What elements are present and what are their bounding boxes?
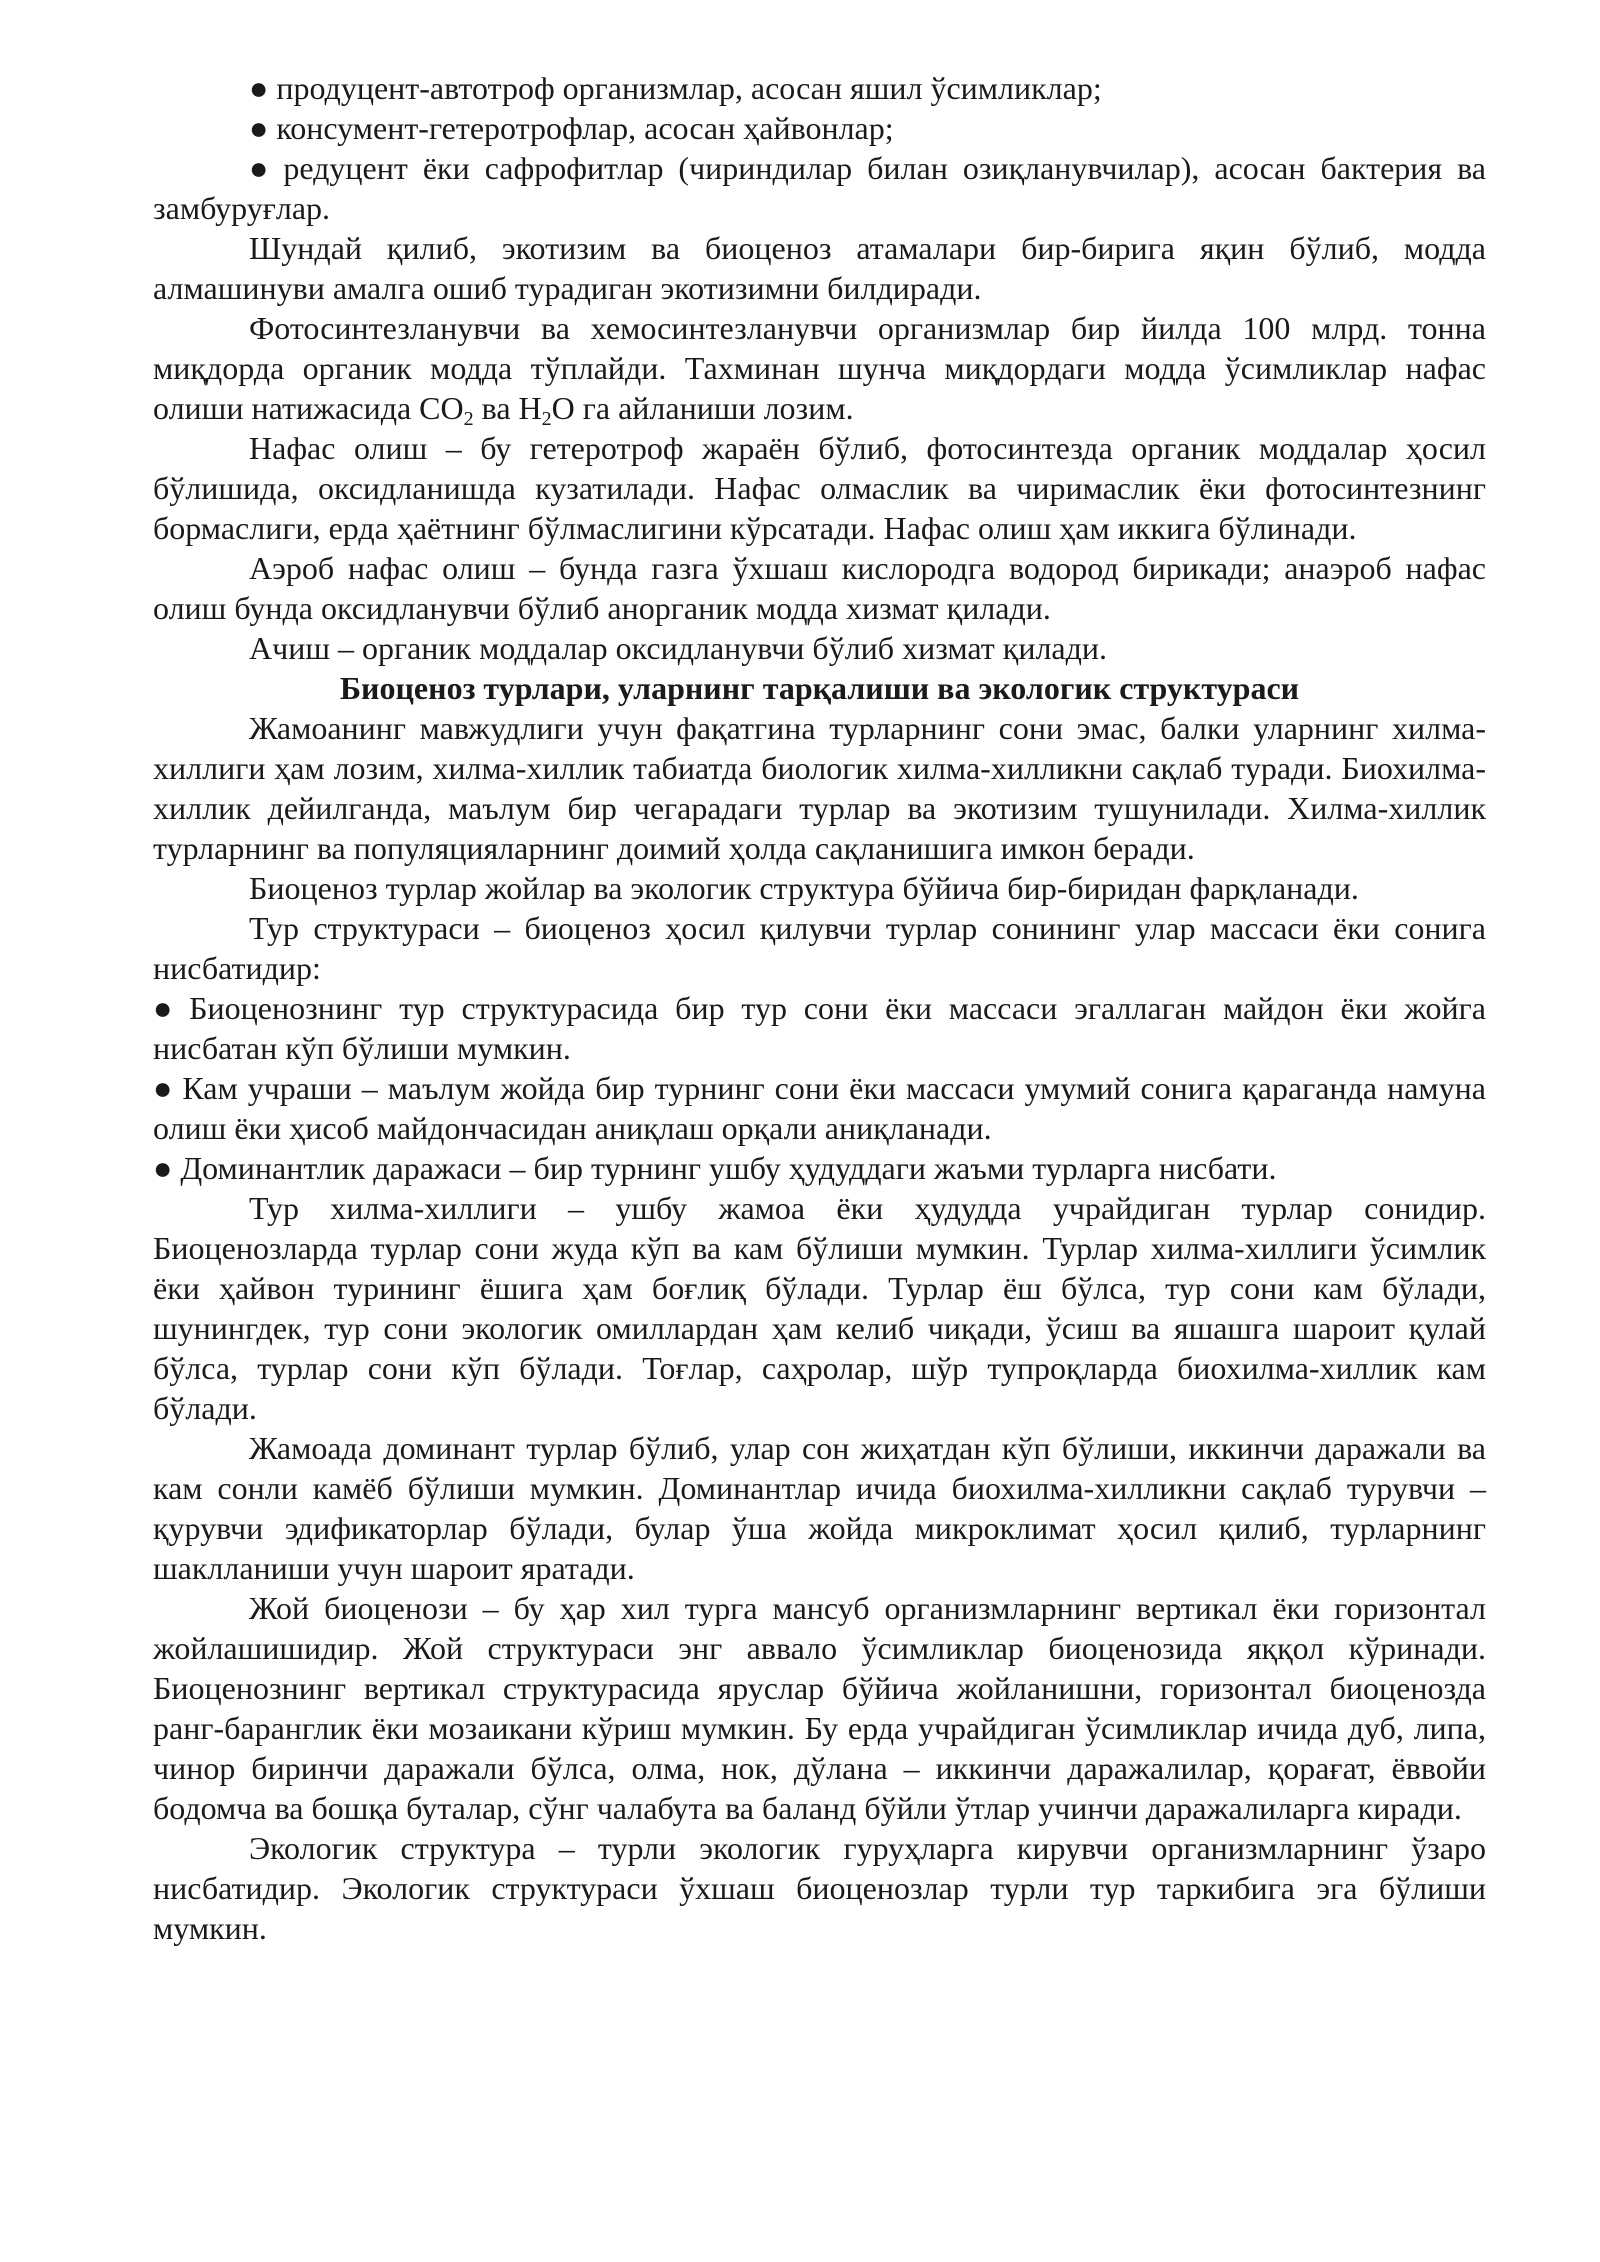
paragraph-text: Тур хилма-хиллиги – ушбу жамоа ёки ҳудудда учрайдиган турлар сонидир. Биоценозларда турлар сони жуда кўп ва кам бўлиши мумкин. Турлар хилма-хиллиги ўсимлик ёки ҳайвон турининг ёшига ҳам боғлиқ бўлади. Турлар ёш бўлса, тур сони кам бўлади, шунингдек, тур сони экологик омиллардан ҳам келиб чиқади, ўсиш ва яшашга шароит қулай бўлса, турлар сони кўп бўлади. Тоғлар, саҳролар, шўр тупроқларда биохилма-хиллик кам бўлади. xyxy=(153,1190,1486,1426)
paragraph xyxy=(153,548,1486,628)
paragraph-text: Аэроб нафас олиш – бунда газга ўхшаш кислородга водород бирикади; анаэроб нафас олиш бунда оксидланувчи бўлиб анорганик модда хизмат қилади. xyxy=(153,550,1486,626)
paragraph xyxy=(153,908,1486,988)
bullet-icon: ● xyxy=(249,70,269,106)
paragraph-text: продуцент-автотроф организмлар, асосан яшил ўсимликлар; xyxy=(276,70,1102,106)
paragraph xyxy=(153,1588,1486,1828)
bullet-item xyxy=(153,108,1486,148)
paragraph-text: Кам учраши – маълум жойда бир турнинг сони ёки массаси умумий сонига қараганда намуна олиш ёки ҳисоб майдончасидан аниқлаш орқали аниқланади. xyxy=(153,1070,1487,1146)
paragraph-text: Доминантлик даражаси – бир турнинг ушбу ҳудуддаги жаъми турларга нисбати. xyxy=(180,1150,1277,1186)
paragraph-text: редуцент ёки сафрофитлар (чириндилар билан озиқланувчилар), асосан бактерия ва замбуруғлар. xyxy=(153,150,1487,226)
bullet-item xyxy=(153,1068,1486,1148)
paragraph-text: Биоценоз турлар жойлар ва экологик структура бўйича бир-биридан фарқланади. xyxy=(249,870,1359,906)
paragraph xyxy=(153,308,1486,428)
bullet-item xyxy=(153,988,1486,1068)
paragraph-text: Фотосинтезланувчи ва хемосинтезланувчи организмлар бир йилда 100 млрд. тонна миқдорда органик модда тўплайди. Тахминан шунча миқдордаги модда ўсимликлар нафас олиши натижасида $CO_2$ ва $H_2O$ га айланиши лозим. xyxy=(153,310,1486,430)
bullet-icon: ● xyxy=(249,150,276,186)
paragraph xyxy=(153,628,1486,668)
paragraph-text: Шундай қилиб, экотизим ва биоценоз атамалари бир-бирига яқин бўлиб, модда алмашинуви амалга ошиб турадиган экотизимни билдиради. xyxy=(153,230,1486,306)
heading-text: Биоценоз турлари, уларнинг тарқалиши ва экологик структураси xyxy=(339,670,1300,706)
paragraph-text: Нафас олиш – бу гетеротроф жараён бўлиб, фотосинтезда органик моддалар ҳосил бўлишида, оксидланишда кузатилади. Нафас олмаслик ва чиримаслик ёки фотосинтезнинг бормаслиги, ерда ҳаётнинг бўлмаслигини кўрсатади. Нафас олиш ҳам иккига бўлинади. xyxy=(153,430,1486,546)
bullet-item xyxy=(153,148,1486,228)
bullet-icon: ● xyxy=(153,990,182,1026)
bullet-item xyxy=(153,1148,1486,1188)
bullet-icon: ● xyxy=(153,1070,175,1106)
paragraph-text: Жамоанинг мавжудлиги учун фақатгина турларнинг сони эмас, балки уларнинг хилма-хиллиги ҳам лозим, хилма-хиллик табиатда биологик хилма-хилликни сақлаб туради. Биохилма-хиллик дейилганда, маълум бир чегарадаги турлар ва экотизим тушунилади. Хилма-хиллик турларнинг ва популяцияларнинг доимий ҳолда сақланишига имкон беради. xyxy=(153,710,1486,866)
subscript: 2 xyxy=(463,408,474,430)
paragraph-text: Жой биоценози – бу ҳар хил турга мансуб организмларнинг вертикал ёки горизонтал жойлашишидир. Жой структураси энг аввало ўсимликлар биоценозида яққол кўринади. Биоценознинг вертикал структурасида яруслар бўйича жойланишни, горизонтал биоценозда ранг-баранглик ёки мозаикани кўриш мумкин. Бу ерда учрайдиган ўсимликлар ичида дуб, липа, чинор биринчи даражали бўлса, олма, нок, дўлана – иккинчи даражалилар, қорағат, ёввойи бодомча ва бошқа буталар, сўнг чалабута ва баланд бўйли ўтлар учинчи даражалиларга киради. xyxy=(153,1590,1486,1826)
paragraph xyxy=(153,428,1486,548)
paragraph xyxy=(153,1188,1486,1428)
bullet-icon: ● xyxy=(153,1150,173,1186)
section-heading xyxy=(153,668,1486,708)
paragraph-text: Экологик структура – турли экологик гуруҳларга кирувчи организмларнинг ўзаро нисбатидир. Экологик структураси ўхшаш биоценозлар турли тур таркибига эга бўлиши мумкин. xyxy=(153,1830,1486,1946)
subscript: 2 xyxy=(541,408,552,430)
paragraph xyxy=(153,228,1486,308)
paragraph xyxy=(153,868,1486,908)
paragraph xyxy=(153,708,1486,868)
bullet-item xyxy=(153,68,1486,108)
paragraph-text: Тур структураси – биоценоз ҳосил қилувчи турлар сонининг улар массаси ёки сонига нисбатидир: xyxy=(153,910,1486,986)
paragraph xyxy=(153,1828,1486,1948)
paragraph-text: Ачиш – органик моддалар оксидланувчи бўлиб хизмат қилади. xyxy=(249,630,1108,666)
paragraph-text: консумент-гетеротрофлар, асосан ҳайвонлар; xyxy=(276,110,894,146)
paragraph xyxy=(153,1428,1486,1588)
paragraph-text: Жамоада доминант турлар бўлиб, улар сон жиҳатдан кўп бўлиши, иккинчи даражали ва кам сонли камёб бўлиши мумкин. Доминантлар ичида биохилма-хилликни сақлаб турувчи – қурувчи эдификаторлар бўлади, булар ўша жойда микроклимат ҳосил қилиб, турларнинг шаклланиши учун шароит яратади. xyxy=(153,1430,1486,1586)
document-page xyxy=(153,68,1486,1948)
bullet-icon: ● xyxy=(249,110,269,146)
paragraph-text: Биоценознинг тур структурасида бир тур сони ёки массаси эгаллаган майдон ёки жойга нисбатан кўп бўлиши мумкин. xyxy=(153,990,1487,1066)
